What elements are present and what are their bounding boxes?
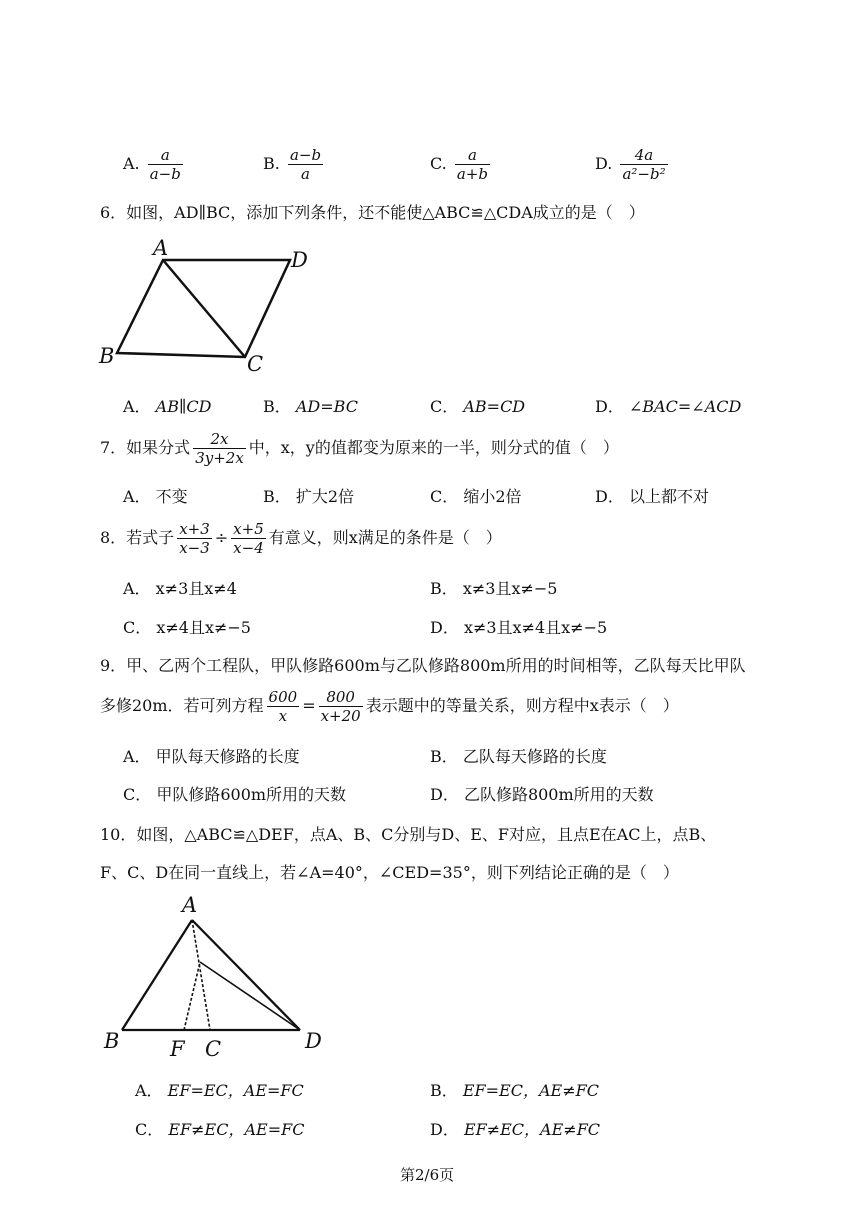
q10-label-c: C [205,1037,222,1061]
q10-stem-line1: 10．如图，△ABC≌△DEF，点A、B、C分别与D、E、F对应，且点E在AC上，点B、 [100,825,717,844]
q5-option-d-fraction: $\frac{4a}{\text{a²−b²}}$ [622,146,666,183]
q10-label-a: A [182,893,198,917]
q9-fraction-2: $\frac{800}{x+20}$ [320,688,361,725]
q8-option-d: D． x≠3且x≠4且x≠−5 [430,618,608,637]
q10-label-f: F [170,1037,185,1061]
q7-option-b: B． 扩大2倍 [263,487,355,506]
q10-label-d: D [305,1029,322,1053]
q5-option-b: B. $\frac{a-b}{a}$ [263,146,322,183]
page-number: 第2/6页 [400,1166,455,1184]
q5-option-c: C. $\frac{a}{a+b}$ [430,146,488,183]
q6-option-c: C． AB=CD [430,397,526,416]
q5-option-d: D. $\frac{4a}{\text{a²−b²}}$ [595,146,666,183]
q8-option-a: A． x≠3且x≠4 [123,579,237,598]
q6-option-a: A． AB∥CD [123,397,212,416]
q9-option-d: D． 乙队修路800m所用的天数 [430,785,654,804]
q7-fraction: $\frac{2x}{3y+2x}$ [195,430,244,467]
q9-option-b: B． 乙队每天修路的长度 [430,747,607,766]
q7-option-a: A． 不变 [123,487,188,506]
q8-fraction-1: $\frac{x+3}{x-3}$ [179,520,210,557]
q6-label-a: A [153,236,169,260]
q8-stem: 8．若式子 $\frac{x+3}{x-3}$ ÷ $\frac{x+5}{x-4}$ 有意义，则x满足的条件是（ ） [100,520,502,557]
q10-stem-line2: F、C、D在同一直线上，若∠A=40°，∠CED=35°，则下列结论正确的是（ ） [100,863,679,882]
q10-triangle-figure [100,892,340,1064]
q10-label-b: B [104,1029,120,1053]
q7-stem: 7．如果分式 $\frac{2x}{3y+2x}$ 中，x，y的值都变为原来的一半，则分式的值（ ） [100,430,619,467]
q10-option-b: B． EF=EC，AE≠FC [430,1081,599,1100]
q10-option-a: A． EF=EC，AE=FC [135,1081,304,1100]
q10-option-d: D． EF≠EC，AE≠FC [430,1120,601,1139]
q8-option-c: C． x≠4且x≠−5 [123,618,251,637]
q5-option-a: A. $\frac{a}{a-b}$ [123,146,181,183]
q6-label-b: B [99,344,115,368]
q6-label-d: D [291,248,308,272]
q6-option-b: B． AD=BC [263,397,358,416]
q9-stem-line2: 多修20m．若可列方程 $\frac{600}{x}$ = $\frac{800}{x+20}$ 表示题中的等量关系，则方程中x表示（ ） [100,688,679,725]
q7-option-d: D． 以上都不对 [595,487,709,506]
q6-stem: 6．如图，AD∥BC，添加下列条件，还不能使△ABC≌△CDA成立的是（ ） [100,203,645,222]
q6-option-d: D． ∠BAC=∠ACD [595,397,742,416]
q5-option-a-fraction: $\frac{a}{a-b}$ [149,146,181,183]
q9-stem-line1: 9．甲、乙两个工程队，甲队修路600m与乙队修路800m所用的时间相等，乙队每天比甲队 [100,656,746,675]
q8-fraction-2: $\frac{x+5}{x-4}$ [233,520,264,557]
q10-option-c: C． EF≠EC，AE=FC [135,1120,305,1139]
q9-option-c: C． 甲队修路600m所用的天数 [123,785,347,804]
q5-option-b-fraction: $\frac{a-b}{a}$ [289,146,322,183]
q7-option-c: C． 缩小2倍 [430,487,522,506]
q5-option-c-fraction: $\frac{a}{a+b}$ [456,146,488,183]
q8-option-b: B． x≠3且x≠−5 [430,579,558,598]
q6-parallelogram-figure [95,235,325,380]
q9-fraction-1: $\frac{600}{x}$ [268,688,298,725]
q6-label-c: C [247,352,264,376]
q9-option-a: A． 甲队每天修路的长度 [123,747,300,766]
